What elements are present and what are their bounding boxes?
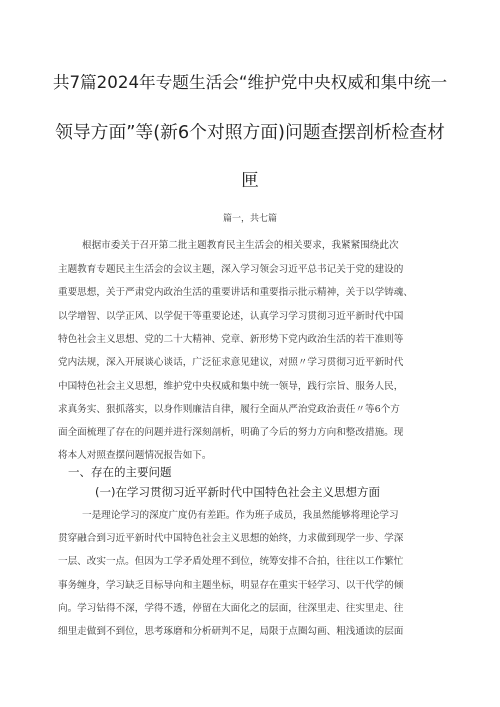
- intro-line: 重要思想，关于严肃党内政治生活的重要讲话和重要指示批示精神，关于以学铸魂、: [58, 287, 413, 298]
- body-line: 事务缠身，学习缺乏目标导向和主题坐标，明显存在重实干轻学习、以干代学的倾: [58, 580, 404, 591]
- body-line: 贯穿融合到习近平新时代中国特色社会主义思想的始终，力求做到现学一步、学深: [58, 533, 404, 544]
- intro-line: 将本人对照查摆问题情况报告如下。: [58, 450, 212, 461]
- intro-line: 面全面梳理了存在的问题并进行深刻剖析，明确了今后的努力方向和整改措施。现: [58, 427, 404, 438]
- document-title-line-2: 领导方面”等(新6个对照方面)问题查摆剖析检查材: [55, 122, 445, 143]
- intro-line: 党内法规，深入开展谈心谈话，广泛征求意见建议，对照〃学习贯彻习近平新时代: [58, 357, 404, 368]
- body-line: 一层、改实一点。但因为工学矛盾处理不到位，统筹安排不合拍，往往以工作繁忙: [58, 556, 404, 567]
- body-line: 一是理论学习的深度广度仍有差距。作为班子成员，我虽然能够将理论学习: [82, 510, 399, 521]
- document-subtitle: 篇一，共七篇: [222, 214, 277, 224]
- body-line: 向。学习钻得不深，学得不透，停留在大面化之的层面，往深里走、往实里走、往: [58, 603, 404, 614]
- intro-line: 中国特色社会主义思想，维护党中央权威和集中统一领导，践行宗旨、服务人民，: [58, 381, 404, 392]
- intro-line: 求真务实、狠抓落实，以身作则廉洁自律，履行全面从严治党政治责任〃等6个方: [58, 404, 400, 415]
- subsection-heading: (一)在学习贯彻习近平新时代中国特色社会主义思想方面: [95, 485, 380, 499]
- intro-line: 特色社会主义思想、党的二十大精神、党章、新形势下党内政治生活的若干准则等: [58, 334, 404, 345]
- body-line: 细里走做到不到位，思考琢磨和分析研判不足，局限于点圈勾画、粗浅通读的层面: [58, 626, 404, 637]
- document-title-line-1: 共7篇2024年专题生活会“维护党中央权威和集中统一: [52, 73, 448, 92]
- intro-line: 根据市委关于召开第二批主题教育民主生活会的相关要求，我紧紧围绕此次: [82, 240, 399, 251]
- section-heading: 一、存在的主要问题: [68, 465, 172, 479]
- document-title-line-3: 匣: [241, 170, 259, 191]
- intro-line: 以学增智、以学正风、以学促干等重要论述，认真学习学习贯彻习近平新时代中国: [58, 311, 404, 322]
- intro-line: 主题教育专题民主生活会的会议主题，深入学习领会习近平总书记关于党的建设的: [58, 264, 404, 275]
